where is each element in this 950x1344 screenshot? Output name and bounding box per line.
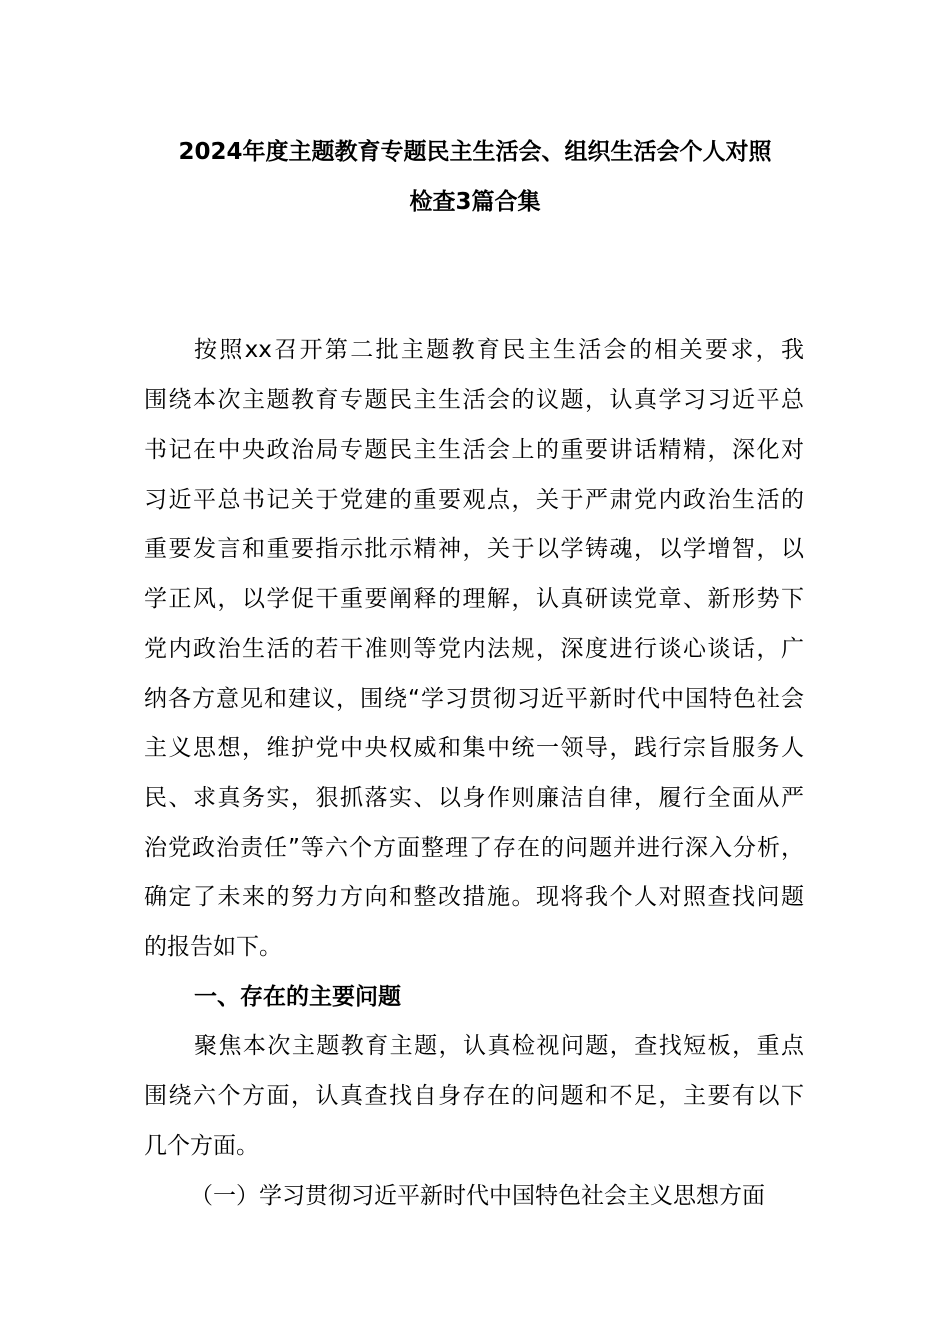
intro-paragraph-line: 党内政治生活的若干准则等党内法规，深度进行谈心谈话，广 [144,636,804,662]
section-paragraph-line: 几个方面。 [144,1133,259,1159]
document-title-line-1: 2024年度主题教育专题民主生活会、组织生活会个人对照 [178,139,772,165]
intro-paragraph-line: 习近平总书记关于党建的重要观点，关于严肃党内政治生活的 [144,487,804,513]
intro-paragraph-line: 的报告如下。 [144,934,282,960]
intro-paragraph-line: 按照xx召开第二批主题教育民主生活会的相关要求，我 [194,337,804,363]
intro-paragraph-line: 纳各方意见和建议，围绕“学习贯彻习近平新时代中国特色社会 [144,686,804,712]
intro-paragraph-line: 确定了未来的努力方向和整改措施。现将我个人对照查找问题 [144,884,804,910]
intro-paragraph-line: 书记在中央政治局专题民主生活会上的重要讲话精精，深化对 [144,437,804,463]
intro-paragraph-line: 治党政治责任”等六个方面整理了存在的问题并进行深入分析， [144,835,804,861]
intro-paragraph-line: 主义思想，维护党中央权威和集中统一领导，践行宗旨服务人 [144,735,804,761]
document-title-line-2: 检查3篇合集 [409,189,541,215]
section-paragraph-line: 围绕六个方面，认真查找自身存在的问题和不足，主要有以下 [144,1083,804,1109]
section-heading: 一、存在的主要问题 [194,984,401,1010]
intro-paragraph-line: 重要发言和重要指示批示精神，关于以学铸魂，以学增智，以 [144,536,804,562]
intro-paragraph-line: 民、求真务实，狠抓落实、以身作则廉洁自律，履行全面从严 [144,785,804,811]
intro-paragraph-line: 学正风，以学促干重要阐释的理解，认真研读党章、新形势下 [144,586,804,612]
subsection-heading: （一）学习贯彻习近平新时代中国特色社会主义思想方面 [190,1183,765,1209]
intro-paragraph-line: 围绕本次主题教育专题民主生活会的议题，认真学习习近平总 [144,387,804,413]
section-paragraph-line: 聚焦本次主题教育主题，认真检视问题，查找短板，重点 [194,1033,804,1059]
